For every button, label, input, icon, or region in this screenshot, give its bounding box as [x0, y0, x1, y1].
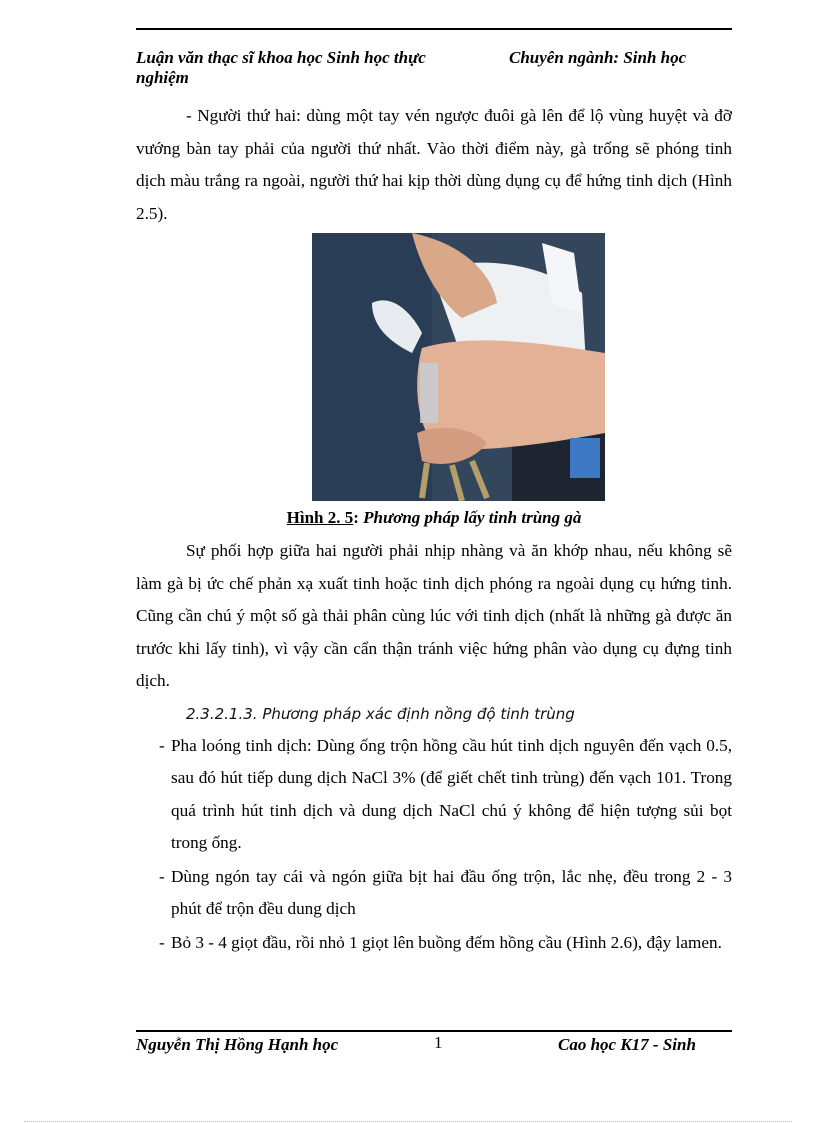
intro-paragraph: - Người thứ hai: dùng một tay vén ngược đuôi gà lên để lộ vùng huyệt và đỡ vướng bàn tay phải của người thứ nhất. Vào thời điểm này, gà trống sẽ phóng tinh dịch màu trắng ra ngoài, người thứ hai kịp thời dùng dụng cụ để hứng tinh dịch (Hình 2.5). — [136, 106, 732, 223]
page-number: 1 — [434, 1033, 443, 1052]
page-bottom-dotted-line — [24, 1121, 792, 1122]
caption-separator: : — [353, 508, 364, 527]
figure-photo — [312, 233, 605, 501]
section-subheading: 2.3.2.1.3. Phương pháp xác định nồng độ tinh trùng — [186, 704, 575, 723]
paragraph-coordination: Sự phối hợp giữa hai người phải nhịp nhàng và ăn khớp nhau, nếu không sẽ làm gà bị ức chế phản xạ xuất tinh hoặc tinh dịch phóng ra ngoài dụng cụ hứng tinh. Cũng cần chú ý một số gà thải phân cùng lúc với tinh dịch (nhất là những gà được ăn trước khi lấy tinh), vì vậy cần cẩn thận tránh việc hứng phân vào dụng cụ đựng tinh dịch. — [136, 541, 732, 690]
list-item-text: Pha loóng tinh dịch: Dùng ống trộn hồng cầu hút tinh dịch nguyên đến vạch 0.5, sau đó hút tiếp dung dịch NaCl 3% (để giết chết tinh trùng) đến vạch 101. Trong quá trình hút tinh dịch và dung dịch NaCl chú ý không để hiện tượng sủi bọt trong ống. — [171, 735, 732, 852]
figure-2-5 — [136, 233, 732, 505]
header-major: Chuyên ngành: Sinh học — [509, 48, 687, 67]
bullet-dash: - — [159, 866, 165, 886]
list-item-text: Dùng ngón tay cái và ngón giữa bịt hai đầu ống trộn, lắc nhẹ, đều trong 2 - 3 phút để trộn đều dung dịch — [171, 866, 732, 918]
list-item-text: Bỏ 3 - 4 giọt đầu, rồi nhỏ 1 giọt lên buồng đếm hồng cầu (Hình 2.6), đậy lamen. — [171, 932, 722, 952]
footer-course: Cao học K17 - Sinh — [558, 1035, 696, 1054]
rooster-semen-collection-photo — [312, 233, 605, 501]
page-footer — [136, 1034, 732, 1084]
header-top-rule — [136, 28, 732, 30]
bullet-dash: - — [159, 932, 165, 952]
figure-label: Hình 2. 5 — [286, 508, 354, 527]
list-item — [136, 927, 732, 960]
list-item — [136, 730, 732, 860]
bullet-dash: - — [159, 735, 165, 755]
figure-caption — [136, 505, 732, 531]
page-content — [136, 100, 732, 960]
list-item — [136, 861, 732, 926]
figure-caption-text: Phương pháp lấy tinh trùng gà — [363, 508, 582, 527]
footer-author: Nguyễn Thị Hồng Hạnh học — [136, 1035, 339, 1054]
procedure-list — [136, 730, 732, 960]
header-thesis-title: Luận văn thạc sĩ khoa học Sinh học thực nghiệm — [136, 48, 426, 87]
